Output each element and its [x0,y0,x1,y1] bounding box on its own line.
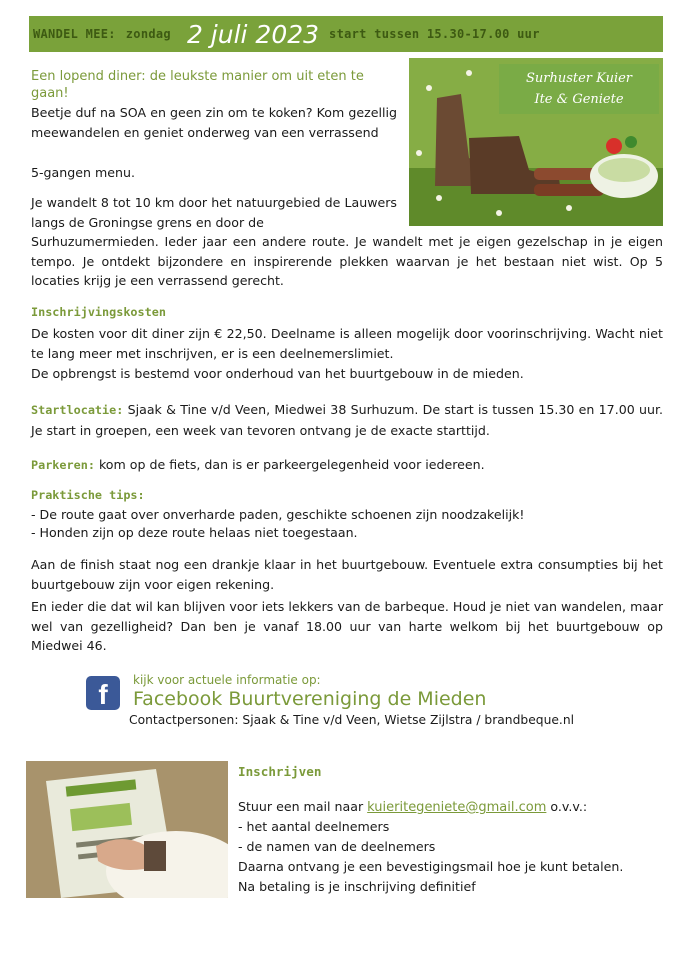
banner-label: WANDEL MEE: [33,27,116,41]
hand-flyer-illustration [26,761,228,898]
banner-day: zondag [125,27,171,41]
logo-line-2: Ite & Geniete [534,92,624,107]
facebook-intro: kijk voor actuele informatie op: [133,673,321,687]
signup-mail-suffix: o.v.v.: [550,799,588,814]
parking-heading: Parkeren: [31,458,95,472]
tip-shoes: - De route gaat over onverharde paden, geschikte schoenen zijn noodzakelijk! [31,507,525,522]
finish-paragraph-2: En ieder die dat wil kan blijven voor iets lekkers van de barbeque. Houd je niet van wandelen, maar wel van gezelligheid? Dan ben je vanaf 18.00 uur van harte welkom bij het buurtgebouw op Miedwei 46. [31,599,663,653]
signup-participant-count: - het aantal deelnemers [238,819,390,834]
intro-paragraph-2b: Surhuzumermieden. Ieder jaar een andere route. Je wandelt met je eigen gezelschap in je eigen tempo. Je ontdekt bijzondere en inspirerende plekken waarvan je het bestaan niet wist. Op 5 locaties krijg je een verrassend gerecht. [31,234,663,288]
signup-photo [26,761,228,898]
start-heading: Startlocatie: [31,403,124,417]
signup-heading: Inschrijven [238,764,322,779]
banner-date: 2 juli 2023 [186,19,320,49]
signup-final: Na betaling is je inschrijving definitief [238,879,476,894]
costs-proceeds: De opbrengst is bestemd voor onderhoud van het buurtgebouw in de mieden. [31,366,524,381]
hero-photo [409,58,663,226]
contact-persons: Contactpersonen: Sjaak & Tine v/d Veen, Wietse Zijlstra / brandbeque.nl [129,713,575,727]
signup-confirmation: Daarna ontvang je een bevestigingsmail hoe je kunt betalen. [238,859,624,874]
facebook-page-link[interactable]: Facebook Buurtvereniging de Mieden [133,688,487,710]
signup-instruction [238,797,587,819]
start-location [31,400,663,440]
tip-dogs: - Honden zijn op deze route helaas niet toegestaan. [31,525,358,540]
start-text: Sjaak & Tine v/d Veen, Miedwei 38 Surhuzum. De start is tussen 15.30 en 17.00 uur. Je start in groepen, een week van tevoren ontvang je de exacte starttijd. [31,402,663,438]
parking [31,455,663,476]
costs-paragraph: De kosten voor dit diner zijn € 22,50. Deelname is alleen mogelijk door voorinschrijving. Wacht niet te lang meer met inschrijven, er is een deelnemerslimiet. [31,326,663,361]
intro-paragraph-2a: Je wandelt 8 tot 10 km door het natuurgebied de Lauwers langs de Groningse grens en door de [31,195,397,230]
banner-start-time: start tussen 15.30-17.00 uur [329,27,540,41]
event-logo [499,64,659,114]
signup-mail-prefix: Stuur een mail naar [238,799,364,814]
tips-heading: Praktische tips: [31,488,145,502]
finish-paragraph-1: Aan de finish staat nog een drankje klaar in het buurtgebouw. Eventuele extra consumpties bij het buurtgebouw zijn voor eigen rekening. [31,557,663,592]
intro-paragraph-1: Beetje duf na SOA en geen zin om te koken? Kom gezellig meewandelen en geniet onderweg van een verrassend [31,105,397,140]
parking-text: kom op de fiets, dan is er parkeergelegenheid voor iedereen. [98,457,485,472]
costs-heading: Inschrijvingskosten [31,305,166,319]
logo-line-1: Surhuster Kuier [525,71,633,86]
signup-participant-names: - de namen van de deelnemers [238,839,436,854]
header-banner [29,16,663,52]
intro-menu-line: 5-gangen menu. [31,165,135,180]
intro-subtitle: Een lopend diner: de leukste manier om uit eten te gaan! [31,69,364,101]
facebook-icon[interactable]: f [86,676,120,710]
signup-email-link[interactable]: kuieritegeniete@gmail.com [367,800,547,815]
